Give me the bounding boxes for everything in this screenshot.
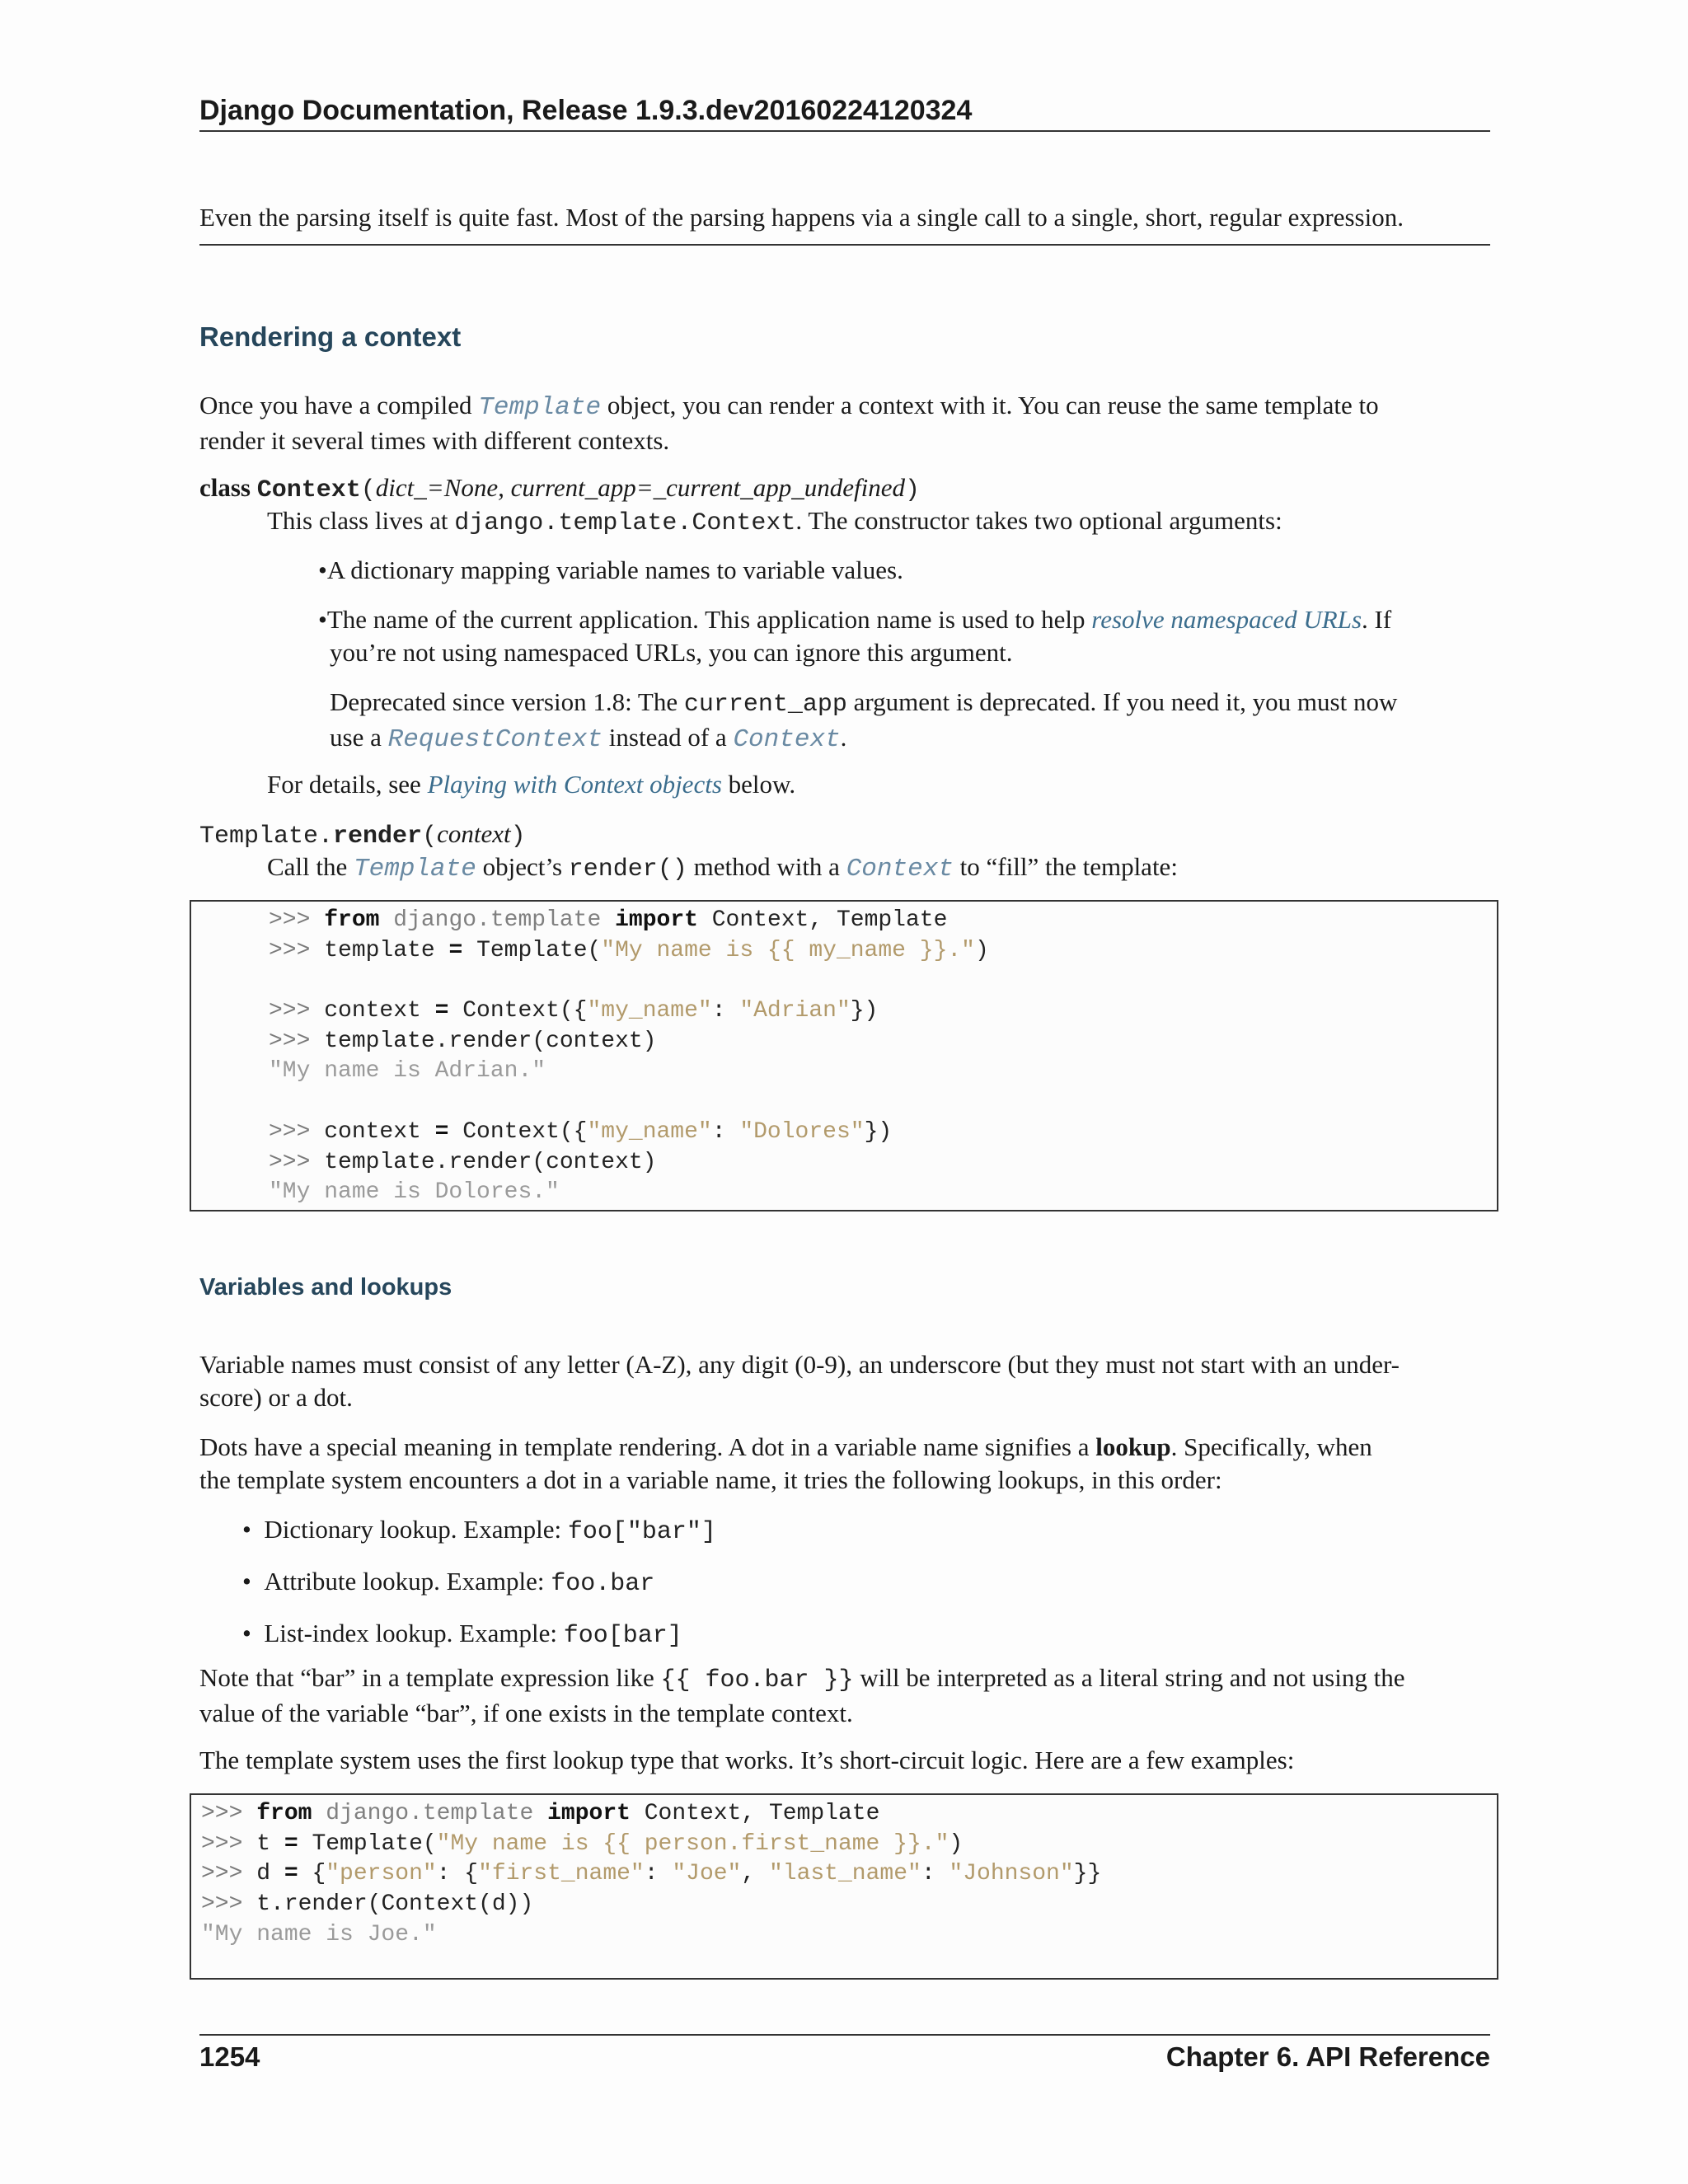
code-line: >>> context = Context({"my_name": "Adrian"}) <box>269 998 879 1024</box>
code-line: >>> d = {"person": {"first_name": "Joe", "last_name": "Johnson"}} <box>201 1861 1102 1887</box>
page-footer <box>199 2034 1490 2074</box>
list-item: • List-index lookup. Example: foo[bar] <box>242 1619 682 1650</box>
playing-with-context-link[interactable]: Playing with Context objects <box>427 770 722 799</box>
code-line: >>> t.render(Context(d)) <box>201 1891 534 1918</box>
class-context-signature: class Context(dict_=None, current_app=_current_app_undefined) <box>199 473 921 504</box>
template-link[interactable]: Template <box>354 855 476 883</box>
rendering-intro-paragraph: Once you have a compiled Template object, you can render a context with it. You can reuse the same template to render it several times with different contexts. <box>199 391 1379 455</box>
code-block-render-example <box>190 900 1498 1212</box>
context-link[interactable]: Context <box>733 725 841 754</box>
bullet-dictionary-mapping: •A dictionary mapping variable names to variable values. <box>318 555 903 584</box>
code-line: >>> context = Context({"my_name": "Dolores"}) <box>269 1118 893 1145</box>
context-link[interactable]: Context <box>846 855 954 883</box>
code-line: "My name is Adrian." <box>269 1058 546 1085</box>
code-line: "My name is Dolores." <box>269 1179 560 1206</box>
code-line <box>269 966 1497 996</box>
list-item: • Attribute lookup. Example: foo.bar <box>242 1567 655 1598</box>
template-link[interactable]: Template <box>478 393 602 422</box>
running-header: Django Documentation, Release 1.9.3.dev20160224120324 <box>199 94 1490 132</box>
deprecation-note: Deprecated since version 1.8: The current_app argument is deprecated. If you need it, you must now use a RequestContext instead of a Context. <box>330 687 1398 754</box>
dots-paragraph: Dots have a special meaning in template rendering. A dot in a variable name signifies a lookup. Specifically, when the template system encounters a dot in a variable name, it tries the following lookups, in this order: <box>199 1432 1372 1494</box>
code-block-lookup-example <box>190 1793 1498 1980</box>
code-line: >>> t = Template("My name is {{ person.first_name }}.") <box>201 1830 964 1857</box>
details-paragraph: For details, see Playing with Context objects below. <box>267 770 796 799</box>
intro-paragraph: Even the parsing itself is quite fast. Most of the parsing happens via a single call to a single, short, regular expression. <box>199 203 1404 232</box>
code-line: >>> template.render(context) <box>269 1028 657 1054</box>
code-line: >>> template.render(context) <box>269 1149 657 1175</box>
method-render-description: Call the Template object’s render() method with a Context to “fill” the template: <box>267 852 1178 883</box>
lookup-list <box>242 1513 1490 1652</box>
class-context-description: This class lives at django.template.Context. The constructor takes two optional arguments: <box>267 506 1282 537</box>
page-number: 1254 <box>199 2041 260 2072</box>
code-line: >>> from django.template import Context, Template <box>269 907 948 933</box>
resolve-namespaced-urls-link[interactable]: resolve namespaced URLs <box>1091 605 1362 634</box>
list-item: • Dictionary lookup. Example: foo["bar"] <box>242 1515 716 1546</box>
short-circuit-paragraph: The template system uses the first lookup type that works. It’s short-circuit logic. Here are a few examples: <box>199 1746 1295 1774</box>
note-paragraph: Note that “bar” in a template expression like {{ foo.bar }} will be interpreted as a literal string and not using the value of the variable “bar”, if one exists in the template context. <box>199 1663 1405 1727</box>
chapter-title: Chapter 6. API Reference <box>1165 2041 1490 2072</box>
section-heading-variables-lookups: Variables and lookups <box>199 1274 452 1301</box>
bullet-current-application: •The name of the current application. This application name is used to help resolve namespaced URLs. If you’re not using namespaced URLs, you can ignore this argument. <box>318 605 1392 667</box>
code-line <box>269 1087 1497 1118</box>
code-line: "My name is Joe." <box>201 1921 437 1947</box>
code-line: >>> template = Template("My name is {{ my_name }}.") <box>269 937 989 963</box>
variable-names-paragraph: Variable names must consist of any letter (A-Z), any digit (0-9), an underscore (but they must not start with an under- score) or a dot. <box>199 1350 1400 1412</box>
code-line: >>> from django.template import Context, Template <box>201 1801 880 1826</box>
section-heading-rendering-context: Rendering a context <box>199 321 462 352</box>
method-render-signature: Template.render(context) <box>199 819 526 851</box>
divider-rule <box>199 244 1490 246</box>
requestcontext-link[interactable]: RequestContext <box>387 725 603 754</box>
